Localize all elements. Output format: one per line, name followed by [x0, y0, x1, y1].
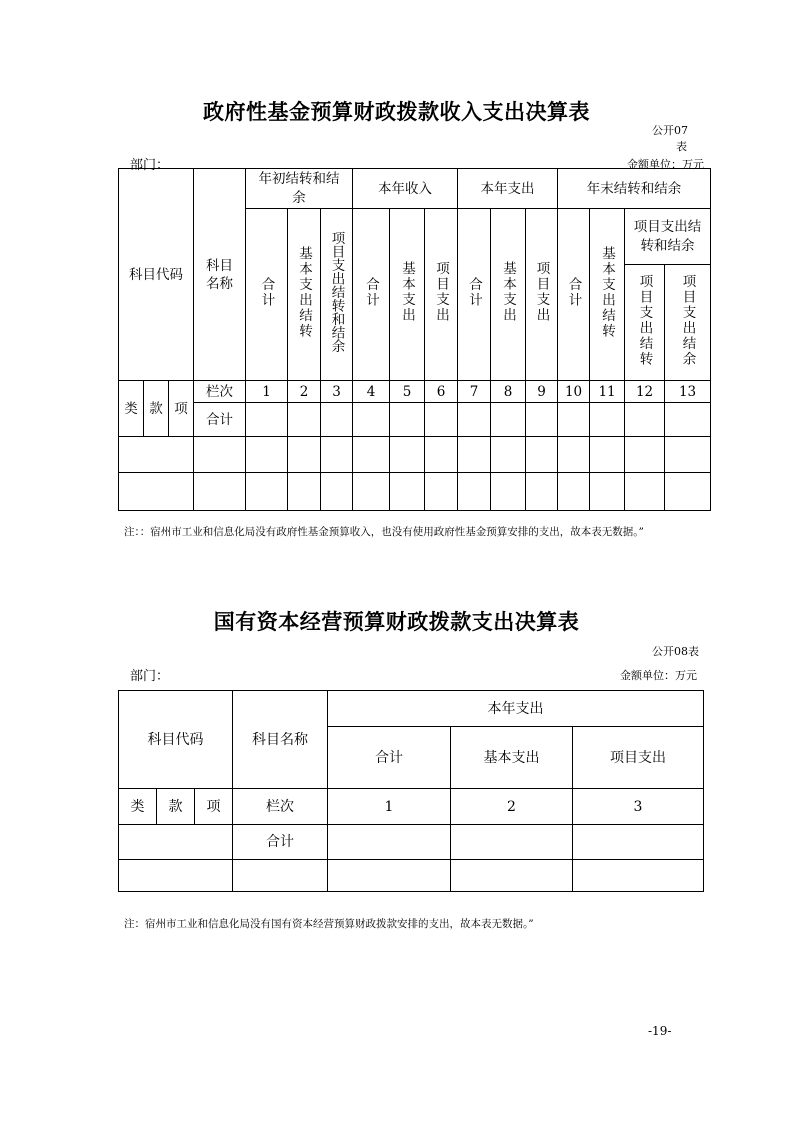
t1-col-number: 13	[665, 381, 711, 403]
t1-col-number: 2	[288, 381, 321, 403]
t1-col-number: 9	[526, 381, 558, 403]
t2-col-number: 1	[328, 789, 451, 825]
t1-col-number: 11	[590, 381, 625, 403]
t1-header-income-total: 合计	[353, 209, 390, 381]
t1-col-number: 8	[491, 381, 526, 403]
t2-row-total-label: 合计	[233, 825, 328, 860]
t1-header-income-project: 项目支出	[425, 209, 458, 381]
t1-col-number: 7	[458, 381, 491, 403]
table1-title: 政府性基金预算财政拨款收入支出决算表	[203, 99, 590, 124]
t1-col-number: 1	[246, 381, 288, 403]
table2-code: 公开08表	[652, 645, 699, 658]
t1-row-total-label: 合计	[194, 403, 246, 437]
t1-header-start-project-carry-balance: 项目支出结转和结余	[321, 209, 353, 381]
table2-dept-label: 部门：	[130, 669, 170, 684]
table1-code: 公开07	[652, 124, 688, 137]
table1-note: 注：：宿州市工业和信息化局没有政府性基金预算收入，也没有使用政府性基金预算安排的支出，故本表无数据。”	[124, 526, 644, 538]
t2-xiang: 项	[195, 789, 233, 825]
t1-header-income-basic: 基本支出	[390, 209, 425, 381]
t2-header-subject-code: 科目代码	[119, 691, 233, 789]
t1-col-number: 6	[425, 381, 458, 403]
t1-header-end-balance: 年末结转和结余	[558, 169, 711, 209]
table2-title: 国有资本经营预算财政拨款支出决算表	[213, 609, 580, 634]
t1-lanci: 栏次	[194, 381, 246, 403]
t1-header-start-total: 合计	[246, 209, 288, 381]
t2-lei: 类	[119, 789, 157, 825]
t1-col-number: 3	[321, 381, 353, 403]
t1-header-income: 本年收入	[353, 169, 458, 209]
t1-col-number: 4	[353, 381, 390, 403]
table1-code-suffix: 表	[676, 140, 687, 153]
t1-header-end-project-carry: 项目支出结转	[625, 265, 665, 381]
table2-note: 注：宿州市工业和信息化局没有国有资本经营预算财政拨款安排的支出，故本表无数据。”	[124, 918, 534, 930]
t1-header-expense-project: 项目支出	[526, 209, 558, 381]
t1-header-start-basic-carry: 基本支出结转	[288, 209, 321, 381]
t1-header-expense: 本年支出	[458, 169, 558, 209]
t1-header-subject-code: 科目代码	[119, 169, 194, 381]
t1-header-end-project-balance: 项目支出结余	[665, 265, 711, 381]
t2-header-subject-name: 科目名称	[233, 691, 328, 789]
t1-header-subject-name: 科目 名称	[194, 169, 246, 381]
t2-empty-row	[119, 860, 704, 892]
t1-col-number: 10	[558, 381, 590, 403]
t2-lanci: 栏次	[233, 789, 328, 825]
table2-unit-label: 金额单位：万元	[620, 669, 697, 682]
table2	[118, 690, 704, 892]
t1-col-number: 12	[625, 381, 665, 403]
t1-header-end-project-group: 项目支出结转和结余	[625, 209, 711, 265]
t1-col-number: 5	[390, 381, 425, 403]
t1-lei: 类	[119, 381, 144, 437]
t2-header-project: 项目支出	[573, 727, 704, 789]
t2-kuan: 款	[157, 789, 195, 825]
page-number: -19-	[648, 1024, 672, 1038]
t1-header-expense-total: 合计	[458, 209, 491, 381]
t1-header-end-basic-carry: 基本支出结转	[590, 209, 625, 381]
t1-xiang: 项	[169, 381, 194, 437]
table1	[118, 168, 711, 511]
t2-header-basic: 基本支出	[451, 727, 573, 789]
t1-header-end-total: 合计	[558, 209, 590, 381]
t2-col-number: 3	[573, 789, 704, 825]
t1-kuan: 款	[144, 381, 169, 437]
t1-empty-row	[119, 473, 711, 511]
table1-dept-label: 部门：	[130, 158, 170, 173]
t1-empty-row	[119, 437, 711, 473]
t2-header-expense: 本年支出	[328, 691, 704, 727]
table1-unit-label: 金额单位：万元	[627, 158, 704, 171]
t1-header-expense-basic: 基本支出	[491, 209, 526, 381]
t1-header-start-balance: 年初结转和结余	[246, 169, 353, 209]
t2-col-number: 2	[451, 789, 573, 825]
t2-header-total: 合计	[328, 727, 451, 789]
